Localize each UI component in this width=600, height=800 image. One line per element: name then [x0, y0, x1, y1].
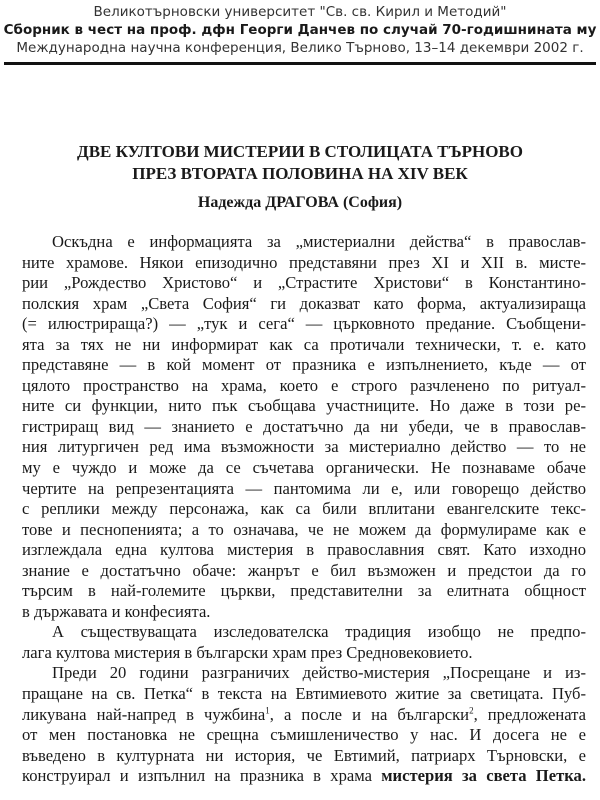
- text: ликувана най-напред в чужбина: [22, 704, 266, 724]
- body-line: Преди 20 години разграничих действо-мистерия „Посрещане и из-: [52, 663, 586, 683]
- body-line: ния литургичен ред има възможности за мистериално действо — то не: [22, 437, 586, 457]
- body-line-final: [22, 766, 586, 787]
- body-line: тове и песнопенията; а то означава, че не можем да формулираме как е: [22, 519, 586, 539]
- text: , предложената: [473, 704, 586, 724]
- text: , а после и на български: [269, 704, 470, 724]
- article-body: [22, 232, 586, 787]
- footnote-ref-1[interactable]: 1: [265, 705, 270, 716]
- body-line: знание е достатъчно обаче: жанрът е бил възможен и предстои да го: [22, 560, 586, 580]
- body-line: с реплики между персонажа, как са били вплитани евангелските текс-: [22, 499, 586, 519]
- body-line: цялото пространство на храма, което е строго разчленено по ритуал-: [22, 375, 586, 395]
- footnote-ref-2[interactable]: 2: [469, 705, 474, 716]
- body-line: лага култова мистерия в български храм през Средновековието.: [22, 642, 473, 662]
- body-line: чертите на репрезентацията — пантомима ли е, или говорещо действо: [22, 478, 586, 498]
- running-header-collection: Сборник в чест на проф. дфн Георги Данчев по случай 70-годишнината му: [3, 22, 597, 38]
- text: конструирал и изпълнил на празника в храма: [22, 766, 382, 786]
- body-line: рии „Рождество Христово“ и „Страстите Христови“ в Константино-: [22, 273, 586, 293]
- running-header-conference: Международна научна конференция, Велико Търново, 13–14 декември 2002 г.: [16, 40, 584, 56]
- running-header-university: Великотърновски университет "Св. св. Кирил и Методий": [93, 4, 507, 20]
- bold-emphasis: мистерия за света Петка.: [381, 766, 586, 786]
- body-line: ните храмове. Някои епизодично представяни през XI и XII в. мисте-: [22, 252, 586, 272]
- article-title-line-2: ПРЕЗ ВТОРАТА ПОЛОВИНА НА XIV ВЕК: [132, 164, 468, 183]
- body-line: ните си функции, нито пък съобщава участниците. Но даже в този ре-: [22, 396, 586, 416]
- body-line: от мен постановка не срещна съмишленичество у нас. И досега не е: [22, 725, 586, 745]
- body-line: изглеждала една култова мистерия в православния свят. Като изходно: [22, 540, 586, 560]
- body-line: въведено в културната ни история, че Евтимий, патриарх Търновски, е: [22, 745, 586, 765]
- body-line: пращане на св. Петка“ в текста на Евтимиевото житие за светицата. Пуб-: [22, 684, 586, 704]
- body-line: му е чуждо и може да се съчетава органически. Не познаваме обаче: [22, 458, 586, 478]
- body-line-with-footnotes: [22, 705, 586, 726]
- body-line: Оскъдна е информацията за „мистериални действа“ в православ-: [52, 232, 586, 251]
- body-line: полския храм „Света София“ ги доказват като форма, актуализираща: [22, 293, 586, 313]
- body-line: търсим в най-големите църкви, представителни за елитната общност: [22, 581, 586, 601]
- header-rule: [4, 62, 596, 65]
- body-line: ята за тях не ни информират как са протичали технически, т. е. като: [22, 334, 586, 354]
- body-line: представяне — в кой момент от празника е изпълнението, къде — от: [22, 355, 586, 375]
- article-title-line-1: ДВЕ КУЛТОВИ МИСТЕРИИ В СТОЛИЦАТА ТЪРНОВО: [77, 142, 523, 161]
- body-line: (= илюстрираща?) — „тук и сега“ — църковното предание. Съобщени-: [22, 314, 586, 334]
- body-line: в държавата и конфесията.: [22, 601, 211, 621]
- body-line: А съществуващата изследователска традиция изобщо не предпо-: [52, 622, 586, 642]
- article-author: Надежда ДРАГОВА (София): [197, 194, 403, 211]
- body-line: гистриращ вид — знанието е достатъчно да ни убеди, че в православ-: [22, 416, 586, 436]
